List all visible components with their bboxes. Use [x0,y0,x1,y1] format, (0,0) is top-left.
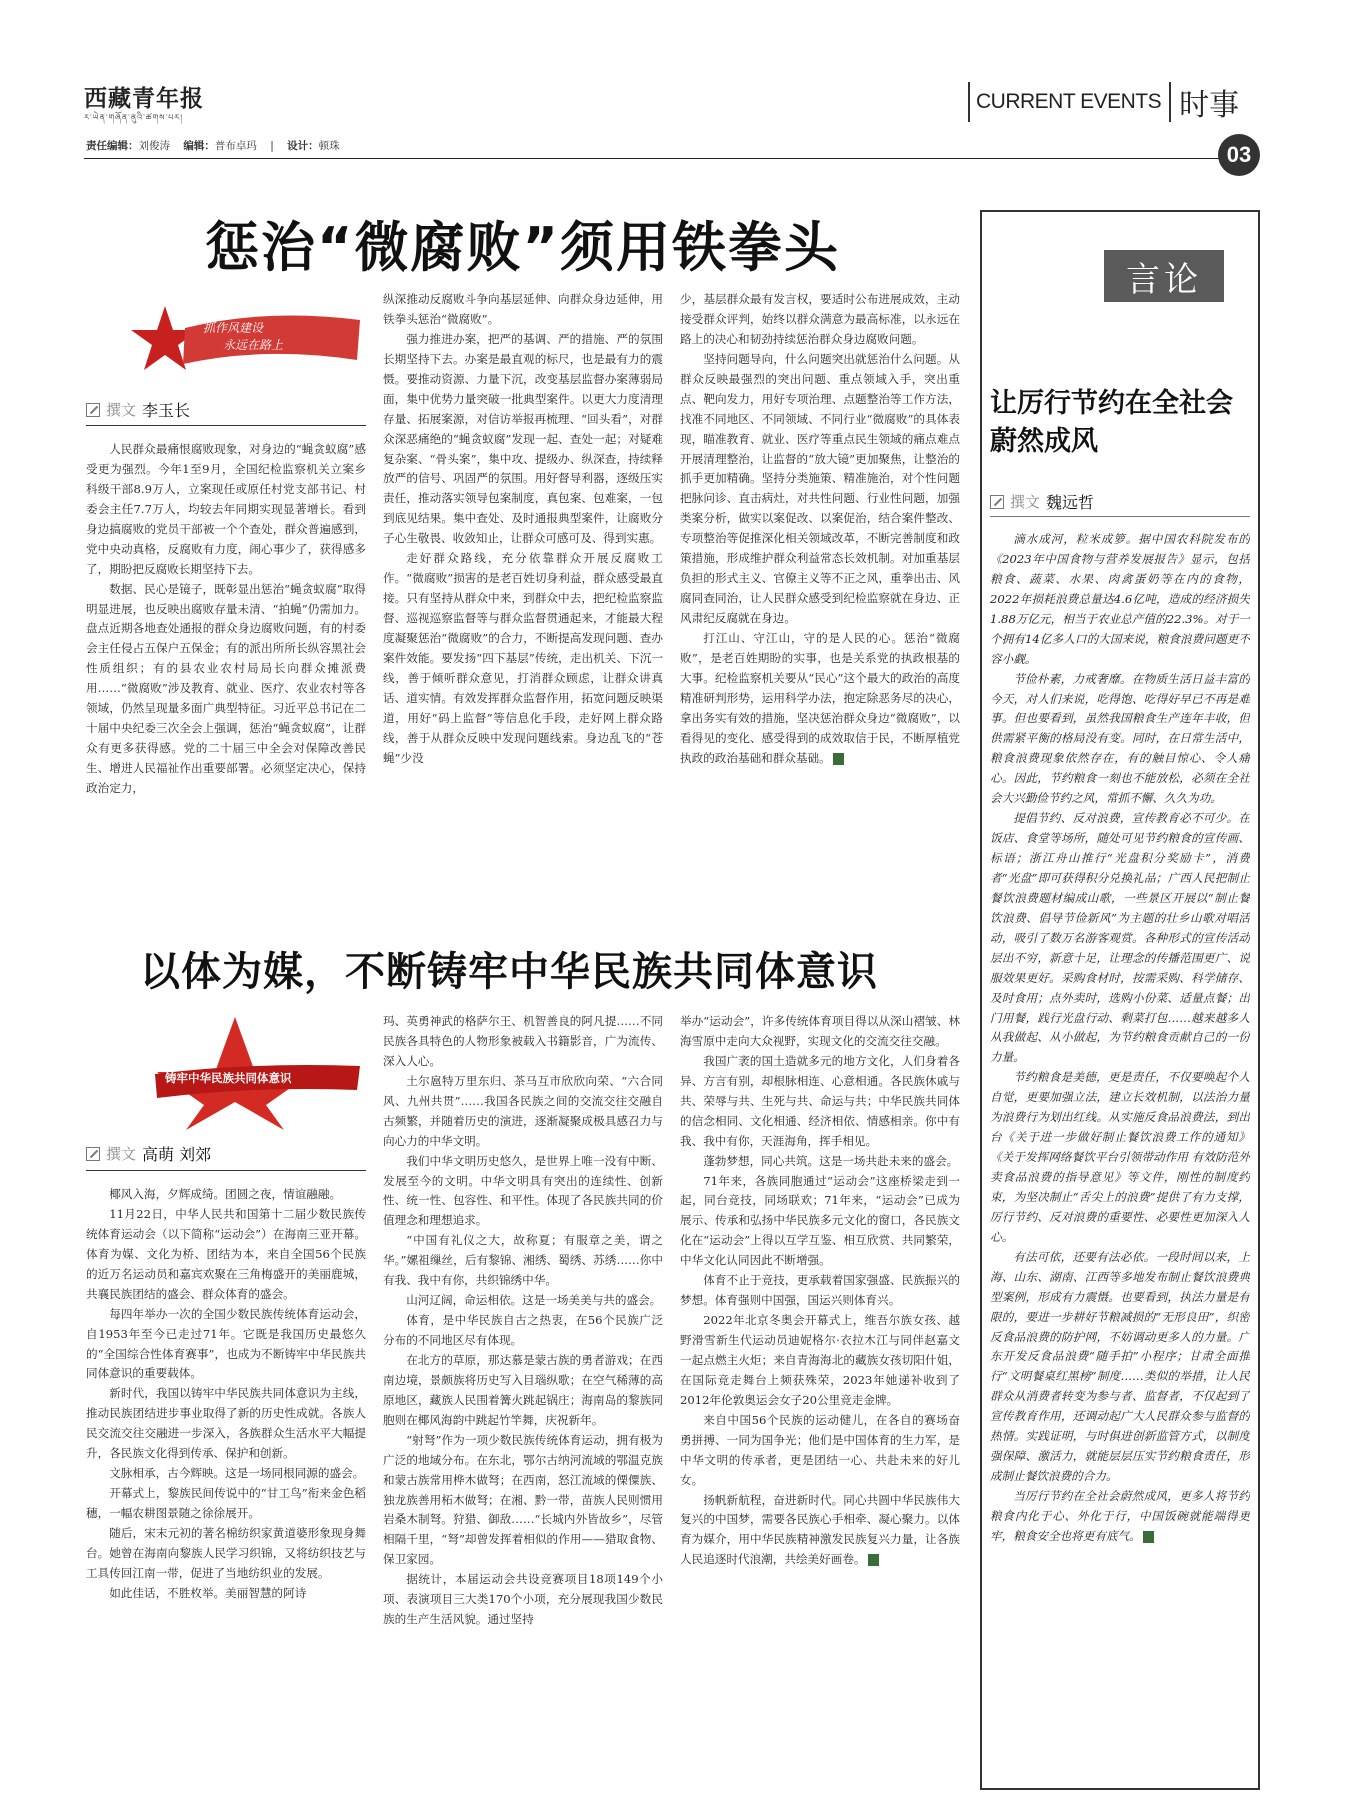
masthead-subtitle: ར་ཡེན་གཞོན་ནུའི་ཚགས་པར། [84,113,184,122]
paragraph: 坚持问题导向，什么问题突出就惩治什么问题。从群众反映最强烈的突出问题、重点领域入手，突出重点、靶向发力，用好专项治理、点题整治等工作方法，找准不同地区、不同领域、不同行业“微腐败”的具体表现，瞄准教育、就业、医疗等重点民生领域的痛点难点开展清理整治，让监督的“放大镜”更加聚焦，让整治的抓手更加精确。坚持分类施策、精准施治，对个性问题把脉问诊、直击病灶，对共性问题、行业性问题，加强类案分析，做实以案促改、以案促治，结合案件整改、专项整治等促推深化相关领域改革，不断完善制度和政策措施，形成维护群众利益常态长效机制。对加重基层负担的形式主义、官僚主义等不正之风，重拳出击、风腐同查同治，让人民群众感受到纪检监察就在身边、正风肃纪反腐就在身边。 [680,351,960,625]
paragraph: 数据、民心是镜子，既彰显出惩治“蝇贪蚁腐”取得明显进展，也反映出腐败存量未清、“拍蝇”仍需加力。盘点近期各地查处通报的群众身边腐败问题，有的村委会主任侵占五保户五保金；有的派出所所长纵容黑社会性质组织；有的县农业农村局局长向群众摊派费用……“微腐败”涉及教育、就业、医疗、农业农村等各领域，仍然呈现量多面广典型特征。习近平总书记在二十届中央纪委三次全会上强调，惩治“蝇贪蚁腐”，让群众有更多获得感。党的二十届三中全会对保障改善民生、增进人民福祉作出重要部署。必须坚定决心，保持政治定力， [86,581,366,795]
paragraph: 文脉相承，古今辉映。这是一场同根同源的盛会。 [109,1466,365,1481]
paragraph: 土尔扈特万里东归、茶马互市欣欣向荣、“六合同风、九州共贯”……我国各民族之间的交流交往交融自古频繁，并随着历史的演进，逐渐凝聚成极具感召力与向心力的中华文明。 [383,1073,663,1148]
section-divider [1169,82,1171,122]
article1-badge [125,298,365,378]
paragraph: 举办“运动会”，许多传统体育项目得以从深山褶皱、林海雪原中走向大众视野，实现文化的交流交往交融。 [680,1014,960,1048]
byline-rule [86,425,366,426]
paragraph: 蓬勃梦想，同心共筑。这是一场共赴未来的盛会。 [703,1153,959,1168]
paragraph: 强力推进办案，把严的基调、严的措施、严的氛围长期坚持下去。办案是最直观的标尺，也是最有力的震慑。要推动资源、力量下沉，改变基层监督办案薄弱局面，集中优势力量突破一批典型案件。以更大力度清理存量、拓展案源，对信访举报再梳理、“回头看”，对群众深恶痛绝的“蝇贪蚁腐”发现一起、查处一起；对疑难复杂案、“骨头案”，集中攻、提级办、纵深查，持续释放严的信号、巩固严的氛围。用好督导利器，逐级压实责任，推动落实领导包案制度，真包案、包难案，一包到底见结果。集中查处、及时通报典型案件，让腐败分子心生敬畏、收敛知止，让群众可感可及、得到实惠。 [383,331,663,546]
article2-badge [145,1012,365,1132]
byline-label: 撰文 [106,1145,137,1163]
editor2-name: 普布卓玛 [214,140,257,152]
paragraph: 我们中华文明历史悠久，是世界上唯一没有中断、发展至今的文明。中华文明具有突出的连续性、创新性、统一性、包容性、和平性。体现了各民族共同的价值理念和理想追求。 [383,1153,663,1228]
paragraph: 随后，宋末元初的著名棉纺织家黄道婆形象现身舞台。她曾在海南向黎族人民学习织锦，又将纺织技艺与工具传回江南一带，促进了当地纺织业的发展。 [86,1525,366,1580]
article2-column-2 [383,1012,663,1777]
paragraph: 来自中国56个民族的运动健儿，在各自的赛场奋勇拼搏、一同为国争光；他们是中国体育的生力军，是中华文明的传承者，更是团结一心、共赴未来的好儿女。 [680,1412,960,1487]
paragraph [680,1491,960,1571]
paragraph: 少，基层群众最有发言权，要适时公布进展成效，主动接受群众评判，始终以群众满意为最高标准，以永远在路上的决心和韧劲持续惩治群众身边腐败问题。 [680,292,960,346]
paragraph: 山河辽阔，命运相依。这是一场美美与共的盛会。 [406,1293,662,1308]
badge-text [203,320,283,354]
sidebar-body [990,530,1250,1780]
credits-line [86,138,340,153]
paragraph: 据统计，本届运动会共设竞赛项目18项149个小项、表演项目三大类170个小项，充分展现我国少数民族的生产生活风貌。通过坚持 [383,1572,663,1627]
page-number: 03 [1218,134,1260,176]
masthead-title: 西藏青年报 [84,85,204,112]
paragraph-text: 当厉行节约在全社会蔚然成风，更多人将节约粮食内化于心、外化于行，中国饭碗就能端得更牢，粮食安全也将更有底气。 [990,1489,1250,1543]
paragraph: 节约粮食是美德，更是责任，不仅要唤起个人自觉，更要加强立法，建立长效机制，以法治力量为浪费行为划出红线。从实施反食品浪费法，到出台《关于进一步做好制止餐饮浪费工作的通知》《关于发挥网络餐饮平台引领带动作用 有效防范外卖食品浪费的指导意见》等文件，刚性的制度约束，为坚决制止“舌尖上的浪费”提供了有力支撑，厉行节约、反对浪费的重要性、必要性更加深入人心。 [990,1070,1250,1244]
end-mark-icon: Q [1143,1531,1154,1543]
paragraph [990,1487,1250,1547]
end-mark-icon: Q [833,753,844,765]
editor-name: 刘俊涛 [138,140,170,152]
article1-headline: 惩治“微腐败”须用铁拳头 [205,216,840,279]
paragraph: 椰风入海，夕辉成绮。团圆之夜，情谊融融。 [109,1187,342,1201]
design-label: 设计： [287,140,319,152]
paragraph: 每四年举办一次的全国少数民族传统体育运动会，自1953年至今已走过71年。它既是我国历史最悠久的“全国综合性体育赛事”，也成为不断铸牢中华民族共同体意识的重要载体。 [86,1306,366,1381]
credits-separator: | [270,140,274,152]
byline-rule [86,1170,366,1171]
paragraph: 体育，是中华民族自古之热衷，在56个民族广泛分布的不同地区尽有体现。 [383,1313,663,1347]
badge-line-1: 抓作风建设 [203,321,264,335]
paragraph: 玛、英勇神武的格萨尔王、机智善良的阿凡提……不同民族各具特色的人物形象被载入书籍影音，广为流传、深入人心。 [383,1014,663,1068]
paragraph: 11月22日，中华人民共和国第十二届少数民族传统体育运动会（以下简称“运动会”）在海南三亚开幕。体育为媒、文化为桥、团结为本，来自全国56个民族的近万名运动员和嘉宾欢聚在三角梅盛开的美丽鹿城，共襄民族团结的盛会、群众体育的盛会。 [86,1206,366,1301]
sidebar-byline [990,490,1094,513]
author-name: 李玉长 [142,401,191,420]
article1-column-2 [383,290,663,895]
article2-column-1 [86,1185,366,1775]
paragraph: 2022年北京冬奥会开幕式上，维吾尔族女孩、越野滑雪新生代运动员迪妮格尔·衣拉木江与同伴赵嘉文一起点燃主火炬；来自青海海北的藏族女孩切阳什姐，在国际竞走舞台上频获殊荣，2023年她递补收到了2012年伦敦奥运会女子20公里竞走金牌。 [680,1313,960,1407]
author-name: 高萌 刘郊 [142,1145,212,1164]
sidebar-headline: 让厉行节约在全社会蔚然成风 [990,388,1233,457]
paragraph: 71年来，各族同胞通过“运动会”这座桥梁走到一起，同台竞技，同场联欢；71年来，“运动会”已成为展示、传承和弘扬中华民族多元文化的窗口，各民族文化在“运动会”上得以互学互鉴、相互欣赏、共同繁荣，中华文化认同因此不断增强。 [680,1173,960,1268]
badge-line-2: 永远在路上 [223,337,284,352]
byline-rule [990,516,1250,517]
paragraph: 提倡节约、反对浪费，宣传教育必不可少。在饭店、食堂等场所，随处可见节约粮食的宣传画、标语；浙江舟山推行“光盘积分奖励卡”，消费者“光盘”即可获得积分兑换礼品；广西人民把制止餐饮浪费题材编成山歌，一些景区开展以“制止餐饮浪费、倡导节俭新风”为主题的壮乡山歌对唱活动，吸引了数万名游客观赏。各种形式的宣传活动层出不穷，新意十足，让理念的传播范围更广、说服效果更好。采购食材时，按需采购、科学储存、及时食用；点外卖时，选购小份菜、适量点餐；出门用餐，践行光盘行动、剩菜打包……越来越多人从我做起、从小做起，为节约粮食贡献自己的一份力量。 [990,811,1250,1065]
article1-column-1 [86,440,366,895]
author-name: 魏远哲 [1046,493,1095,512]
paragraph-text: 扬帆新航程，奋进新时代。同心共圆中华民族伟大复兴的中国梦，需要各民族心手相牵、凝心聚力。以体育为媒介，用中华民族精神激发民族复兴力量，让各族人民追逐时代浪潮，共绘美好画卷。 [680,1492,960,1567]
byline-label: 撰文 [106,401,137,419]
editor2-label: 编辑： [183,140,215,152]
article2-headline: 以体为媒，不断铸牢中华民族共同体意识 [140,949,878,995]
paragraph: 滴水成河，粒米成箩。据中国农科院发布的《2023年中国食物与营养发展报告》显示，包括粮食、蔬菜、水果、肉禽蛋奶等在内的食物，2022年损耗浪费总量达4.6亿吨，造成的经济损失1.88万亿元，相当于农业总产值的22.3%。对于一个拥有14亿多人口的大国来说，粮食浪费问题更不容小觑。 [990,532,1250,666]
article1-byline [86,398,190,421]
paragraph-text: 打江山、守江山，守的是人民的心。惩治“微腐败”，是老百姓期盼的实事，也是关系党的执政根基的大事。纪检监察机关要从“民心”这个最大的政治的高度精准研判形势，运用科学办法，抱定除恶务尽的决心，拿出务实有效的措施，坚决惩治群众身边“微腐败”，以看得见的变化、感受得到的成效取信于民，不断厚植党执政的政治基础和群众基础。 [680,630,960,765]
article2-column-3 [680,1012,960,1777]
editor-label: 责任编辑： [86,140,139,152]
commentary-tag: 言论 [1104,250,1224,302]
paragraph: 体育不止于竞技，更承载着国家强盛、民族振兴的梦想。体育强则中国强，国运兴则体育兴。 [680,1273,960,1308]
pen-icon [990,495,1004,509]
paragraph: 在北方的草原，那达慕是蒙古族的勇者游戏；在西南边境，景颇族将历史写入目瑙纵歌；在空气稀薄的高原地区，藏族人民围着篝火跳起锅庄；海南岛的黎族同胞则在椰风海韵中跳起竹竿舞，庆祝新年。 [383,1352,663,1427]
article1-column-3 [680,290,960,895]
paragraph: “中国有礼仪之大，故称夏；有服章之美，谓之华。”嫘祖缫丝，后有黎锦、湘绣、蜀绣、苏绣……你中有我、我中有你，共织锦绣中华。 [383,1233,663,1288]
pen-icon [86,403,100,417]
paragraph: 我国广袤的国土造就多元的地方文化，人们身着各异、方言有别，却根脉相连、心意相通。各民族休戚与共、荣辱与共、生死与共、命运与共；中华民族共同体的信念相同、文化相通、经济相依、情感相亲。你中有我、我中有你，天涯海角，挥手相见。 [680,1053,960,1148]
end-mark-icon: Q [868,1554,879,1566]
badge-text: 铸牢中华民族共同体意识 [165,1071,292,1085]
paragraph [680,629,960,769]
article2-byline [86,1142,211,1165]
header-rule [84,158,1224,159]
design-name: 顿珠 [318,140,340,152]
paragraph: 走好群众路线，充分依靠群众开展反腐败工作。“微腐败”损害的是老百姓切身利益，群众感受最直接。只有坚持从群众中来，到群众中去，把纪检监察监督、巡视巡察监督等与群众监督贯通起来，才能最大程度凝聚惩治“微腐败”的合力，不断提高发现问题、查办案件效能。要发扬“四下基层”传统，走出机关、下沉一线，善于倾听群众意见，打消群众顾虑，让群众讲真话、道实情。有效发挥群众监督作用，拓宽问题反映渠道，用好“码上监督”等信息化手段，走好网上群众路线，善于从群众反映中发现问题线索。身边乱飞的“苍蝇”少没 [383,551,663,765]
section-chinese: 时事 [1179,88,1240,123]
paragraph: 人民群众最痛恨腐败现象，对身边的“蝇贪蚁腐”感受更为强烈。今年1至9月，全国纪检监察机关立案乡科级干部8.9万人，立案现任或原任村党支部书记、村委会主任7.7万人，均较去年同期实现显著增长。看到身边搞腐败的党员干部被一个个查处，群众普遍感到，党中央动真格，反腐败有力度，闹心事少了，获得感多了，期盼把反腐败长期坚持下去。 [86,442,366,576]
paragraph: 纵深推动反腐败斗争向基层延伸、向群众身边延伸，用铁拳头惩治“微腐败”。 [383,292,663,326]
paragraph: 新时代，我国以铸牢中华民族共同体意识为主线，推动民族团结进步事业取得了新的历史性成就。各族人民交流交往交融进一步深入，各族群众生活水平大幅提升，各民族文化得到传承、保护和创新。 [86,1386,366,1461]
pen-icon [86,1147,100,1161]
paragraph: “射弩”作为一项少数民族传统体育运动，拥有极为广泛的地域分布。在东北，鄂尔古纳河流域的鄂温克族和蒙古族常用桦木做弩；在西南，怒江流域的傈僳族、独龙族善用柘木做弩；在湘、黔一带，苗族人民则惯用岩桑木制弩。狩猎、御敌……“长城内外皆故乡”，尽管相隔千里，“弩”却曾发挥着相似的作用——猎取食物、保卫家园。 [383,1432,663,1567]
paragraph: 如此佳话，不胜枚举。美丽智慧的阿诗 [109,1585,307,1600]
paragraph: 有法可依，还要有法必依。一段时间以来，上海、山东、湖南、江西等多地发布制止餐饮浪费典型案例，形成有力震慑。也要看到，执法力量是有限的，要进一步耕好节粮减损的“无形良田”，织密反食品浪费的防护网，不妨调动更多人的力量。广东开发反食品浪费“随手拍”小程序；甘肃全面推行“文明餐桌红黑榜”制度……类似的举措，让人民群众从消费者转变为参与者、监督者，不仅起到了宣传教育作用，还调动起广大人民群众参与监督的热情。实践证明，与时俱进创新监管方式，以制度强保障、激活力，就能层层压实节约粮食责任，形成制止餐饮浪费的合力。 [990,1249,1250,1484]
byline-label: 撰文 [1010,493,1041,511]
paragraph: 开幕式上，黎族民间传说中的“甘工鸟”衔来金色稻穗，一幅农耕图景随之徐徐展开。 [86,1486,366,1520]
paragraph: 节俭朴素，力戒奢靡。在物质生活日益丰富的今天，对人们来说，吃得饱、吃得好早已不再是难事。但也要看到，虽然我国粮食生产连年丰收，但供需紧平衡的格局没有变。同时，在日常生活中，粮食浪费现象依然存在，有的触目惊心、令人痛心。因此，节约粮食一刻也不能放松，必须在全社会大兴勤俭节约之风，常抓不懈、久久为功。 [990,671,1250,806]
section-header [968,82,1239,122]
section-english: CURRENT EVENTS [976,90,1162,113]
